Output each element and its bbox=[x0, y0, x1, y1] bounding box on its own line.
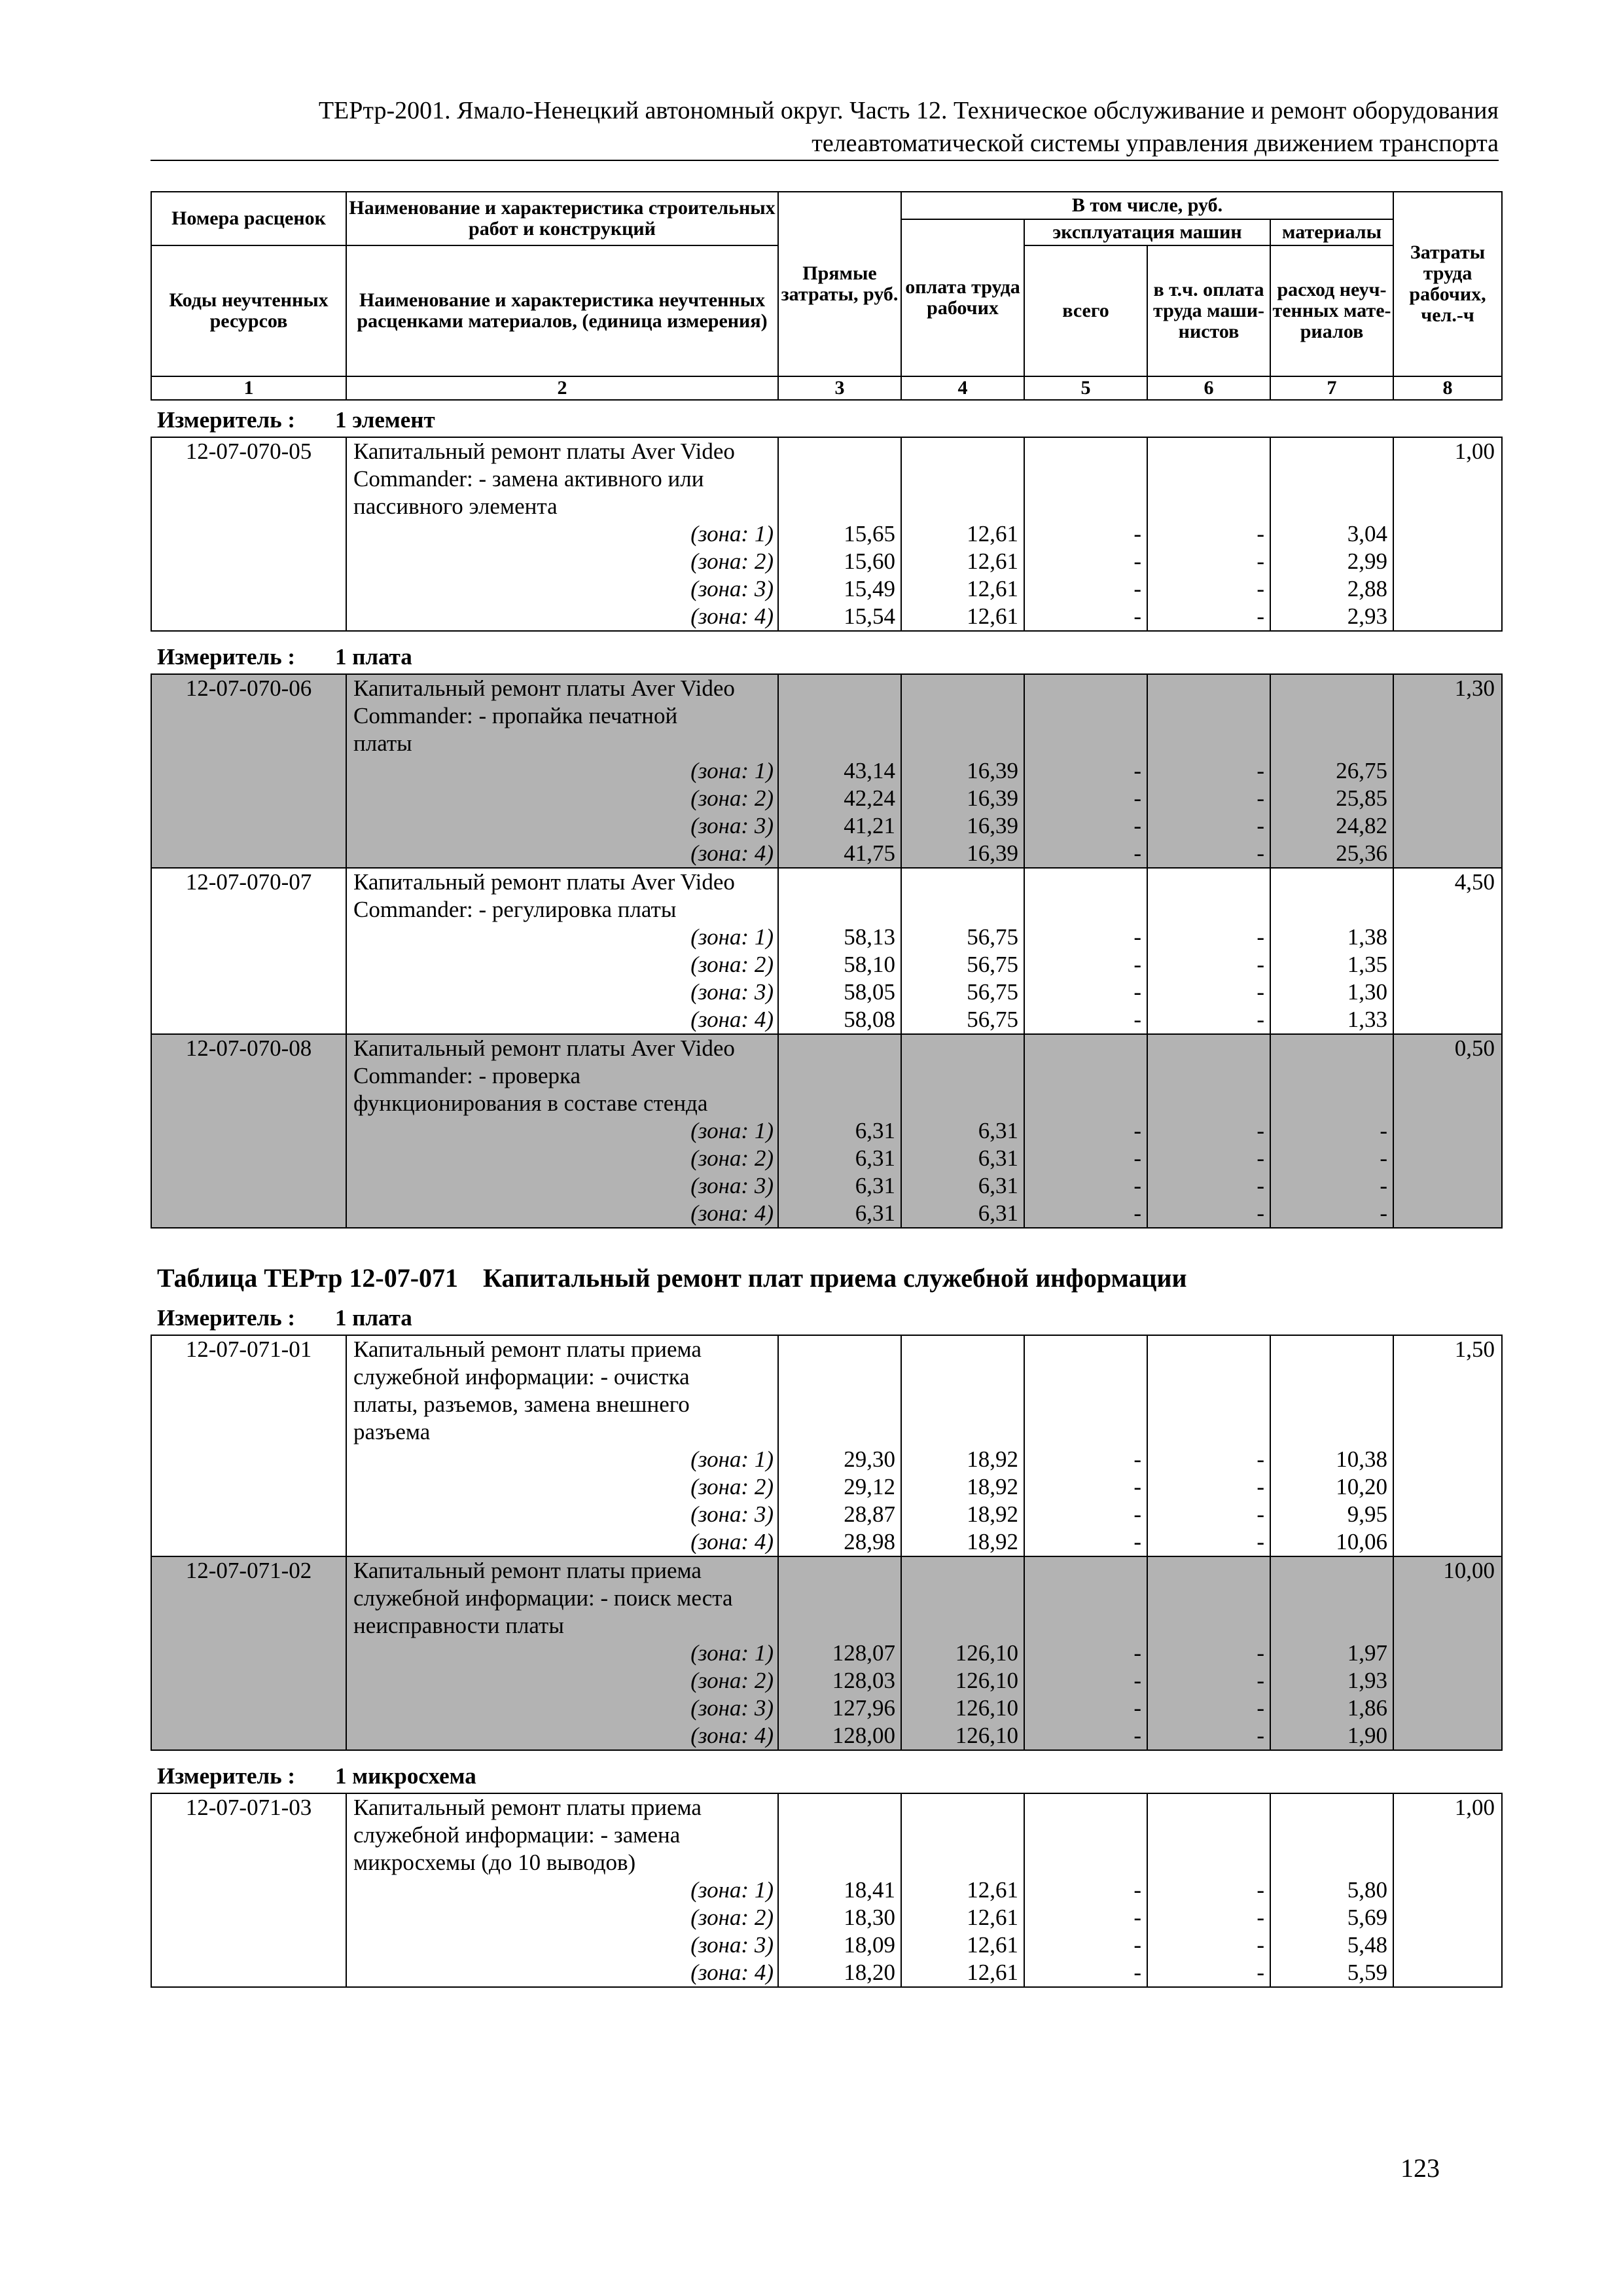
value: 1,93 bbox=[1347, 1668, 1387, 1693]
value: - bbox=[1257, 952, 1264, 977]
measure-line bbox=[157, 644, 412, 670]
value: 18,41 bbox=[844, 1877, 895, 1903]
worker-pay-cell bbox=[901, 1335, 1024, 1556]
measure-line bbox=[157, 1763, 476, 1789]
materials-cell bbox=[1270, 1556, 1393, 1750]
rate-row bbox=[151, 1556, 1502, 1750]
zone-label: (зона: 2) bbox=[690, 1668, 774, 1693]
machine-total-cell bbox=[1024, 868, 1147, 1034]
labor-cost-cell: 1,30 bbox=[1393, 674, 1502, 868]
value: 15,65 bbox=[844, 521, 895, 547]
direct-cost-cell bbox=[778, 1793, 901, 1987]
zone-label: (зона: 2) bbox=[690, 548, 774, 574]
value: - bbox=[1133, 1007, 1141, 1032]
zone-label: (зона: 4) bbox=[690, 1529, 774, 1554]
value: 15,54 bbox=[844, 603, 895, 629]
zone-label: (зона: 4) bbox=[690, 603, 774, 629]
labor-cost-cell: 4,50 bbox=[1393, 868, 1502, 1034]
measure-label: Измеритель : bbox=[157, 1763, 296, 1789]
description-line: Капитальный ремонт платы Aver Video bbox=[353, 869, 735, 895]
description-line: микросхемы (до 10 выводов) bbox=[353, 1850, 636, 1875]
value: - bbox=[1133, 813, 1141, 838]
value: 5,69 bbox=[1347, 1905, 1387, 1930]
value: - bbox=[1133, 758, 1141, 783]
rate-code: 12-07-071-03 bbox=[151, 1793, 346, 1987]
zone-label: (зона: 3) bbox=[690, 979, 774, 1005]
value: - bbox=[1257, 1501, 1264, 1527]
value: - bbox=[1257, 521, 1264, 547]
measure-label: Измеритель : bbox=[157, 407, 296, 433]
zone-label: (зона: 1) bbox=[690, 521, 774, 547]
value: - bbox=[1257, 924, 1264, 950]
value: 6,31 bbox=[855, 1200, 895, 1226]
header-machine-operation: эксплуатация машин bbox=[1024, 219, 1270, 245]
column-number: 1 bbox=[151, 376, 346, 400]
value: - bbox=[1257, 576, 1264, 601]
value: - bbox=[1133, 1960, 1141, 1985]
value: - bbox=[1257, 1668, 1264, 1693]
machinist-pay-cell bbox=[1147, 1556, 1270, 1750]
worker-pay-cell bbox=[901, 674, 1024, 868]
header-worker-pay: оплата труда рабочих bbox=[901, 219, 1024, 376]
zone-label: (зона: 2) bbox=[690, 1474, 774, 1499]
rates-table bbox=[151, 1335, 1503, 1751]
materials-cell bbox=[1270, 868, 1393, 1034]
zone-label: (зона: 4) bbox=[690, 840, 774, 866]
labor-cost-cell: 1,00 bbox=[1393, 1793, 1502, 1987]
value: - bbox=[1133, 1145, 1141, 1171]
value: 42,24 bbox=[844, 785, 895, 811]
rate-description bbox=[346, 868, 778, 1034]
materials-cell bbox=[1270, 1034, 1393, 1228]
value: - bbox=[1257, 1932, 1264, 1958]
value: 2,93 bbox=[1347, 603, 1387, 629]
labor-cost-cell: 1,50 bbox=[1393, 1335, 1502, 1556]
value: 12,61 bbox=[967, 1960, 1018, 1985]
description-line: платы, разъемов, замена внешнего bbox=[353, 1391, 690, 1417]
materials-cell bbox=[1270, 1335, 1393, 1556]
materials-cell bbox=[1270, 674, 1393, 868]
value: 6,31 bbox=[978, 1118, 1018, 1143]
description-line: Капитальный ремонт платы приема bbox=[353, 1558, 702, 1583]
description-line: функционирования в составе стенда bbox=[353, 1090, 708, 1116]
value: 1,30 bbox=[1347, 979, 1387, 1005]
machinist-pay-cell bbox=[1147, 1335, 1270, 1556]
value: 28,98 bbox=[844, 1529, 895, 1554]
value: 126,10 bbox=[955, 1640, 1018, 1666]
description-line: платы bbox=[353, 730, 412, 756]
description-line: Капитальный ремонт платы Aver Video bbox=[353, 1035, 735, 1061]
value: 10,06 bbox=[1336, 1529, 1387, 1554]
rates-table bbox=[151, 673, 1503, 1229]
worker-pay-cell bbox=[901, 1556, 1024, 1750]
rate-code: 12-07-070-07 bbox=[151, 868, 346, 1034]
value: 6,31 bbox=[855, 1173, 895, 1198]
value: 18,92 bbox=[967, 1446, 1018, 1472]
value: - bbox=[1133, 952, 1141, 977]
value: 128,00 bbox=[832, 1723, 895, 1748]
worker-pay-cell bbox=[901, 868, 1024, 1034]
header-rate-numbers: Номера расценок bbox=[151, 192, 346, 245]
value: 12,61 bbox=[967, 548, 1018, 574]
rate-description bbox=[346, 1034, 778, 1228]
value: - bbox=[1257, 1877, 1264, 1903]
header-work-name: Наименование и характеристика строительных работ и конструкций bbox=[346, 192, 778, 245]
value: 12,61 bbox=[967, 603, 1018, 629]
worker-pay-cell bbox=[901, 1793, 1024, 1987]
machine-total-cell bbox=[1024, 1335, 1147, 1556]
labor-cost-cell: 1,00 bbox=[1393, 437, 1502, 631]
direct-cost-cell bbox=[778, 1335, 901, 1556]
value: - bbox=[1257, 840, 1264, 866]
table-title-code: Таблица ТЕРтр 12-07-071 bbox=[157, 1263, 459, 1293]
value: 16,39 bbox=[967, 785, 1018, 811]
description-line: неисправности платы bbox=[353, 1613, 564, 1638]
measure-label: Измеритель : bbox=[157, 1305, 296, 1331]
rate-row bbox=[151, 674, 1502, 868]
machinist-pay-cell bbox=[1147, 1793, 1270, 1987]
rate-row bbox=[151, 1034, 1502, 1228]
machine-total-cell bbox=[1024, 1793, 1147, 1987]
rate-description bbox=[346, 437, 778, 631]
value: - bbox=[1133, 548, 1141, 574]
value: - bbox=[1257, 1118, 1264, 1143]
value: - bbox=[1133, 603, 1141, 629]
value: - bbox=[1133, 1877, 1141, 1903]
value: 1,97 bbox=[1347, 1640, 1387, 1666]
value: 1,90 bbox=[1347, 1723, 1387, 1748]
rate-code: 12-07-071-01 bbox=[151, 1335, 346, 1556]
machinist-pay-cell bbox=[1147, 437, 1270, 631]
column-header-table bbox=[151, 191, 1503, 401]
value: - bbox=[1257, 1723, 1264, 1748]
zone-label: (зона: 3) bbox=[690, 813, 774, 838]
value: - bbox=[1257, 1474, 1264, 1499]
rate-row bbox=[151, 1793, 1502, 1987]
zone-label: (зона: 1) bbox=[690, 1640, 774, 1666]
direct-cost-cell bbox=[778, 1556, 901, 1750]
value: 3,04 bbox=[1347, 521, 1387, 547]
measure-line bbox=[157, 1305, 412, 1331]
value: 56,75 bbox=[967, 1007, 1018, 1032]
zone-label: (зона: 3) bbox=[690, 1501, 774, 1527]
direct-cost-cell bbox=[778, 437, 901, 631]
value: 41,75 bbox=[844, 840, 895, 866]
measure-label: Измеритель : bbox=[157, 644, 296, 670]
column-number: 5 bbox=[1024, 376, 1147, 400]
value: - bbox=[1133, 1640, 1141, 1666]
value: 18,09 bbox=[844, 1932, 895, 1958]
measure-unit: 1 элемент bbox=[335, 407, 435, 433]
zone-label: (зона: 2) bbox=[690, 1145, 774, 1171]
measure-unit: 1 микросхема bbox=[335, 1763, 476, 1789]
measure-unit: 1 плата bbox=[335, 1305, 412, 1331]
materials-cell bbox=[1270, 1793, 1393, 1987]
value: - bbox=[1133, 1668, 1141, 1693]
value: 6,31 bbox=[978, 1200, 1018, 1226]
value: - bbox=[1133, 1118, 1141, 1143]
rate-code: 12-07-070-05 bbox=[151, 437, 346, 631]
zone-label: (зона: 1) bbox=[690, 1118, 774, 1143]
column-number: 3 bbox=[778, 376, 901, 400]
direct-cost-cell bbox=[778, 1034, 901, 1228]
zone-label: (зона: 1) bbox=[690, 924, 774, 950]
value: - bbox=[1257, 1960, 1264, 1985]
value: - bbox=[1257, 1529, 1264, 1554]
description-line: Капитальный ремонт платы приема bbox=[353, 1336, 702, 1362]
value: - bbox=[1257, 1905, 1264, 1930]
value: 15,49 bbox=[844, 576, 895, 601]
description-line: разъема bbox=[353, 1419, 431, 1444]
labor-cost-cell: 10,00 bbox=[1393, 1556, 1502, 1750]
value: 10,20 bbox=[1336, 1474, 1387, 1499]
value: 10,38 bbox=[1336, 1446, 1387, 1472]
value: 6,31 bbox=[978, 1173, 1018, 1198]
value: - bbox=[1257, 603, 1264, 629]
description-line: Commander: - пропайка печатной bbox=[353, 703, 678, 728]
value: 6,31 bbox=[978, 1145, 1018, 1171]
value: - bbox=[1133, 840, 1141, 866]
rate-description bbox=[346, 1556, 778, 1750]
measure-line bbox=[157, 407, 435, 433]
value: - bbox=[1133, 924, 1141, 950]
value: 18,92 bbox=[967, 1474, 1018, 1499]
value: - bbox=[1380, 1173, 1387, 1198]
value: 128,03 bbox=[832, 1668, 895, 1693]
value: 128,07 bbox=[832, 1640, 895, 1666]
value: 58,13 bbox=[844, 924, 895, 950]
table-title-name: Капитальный ремонт плат приема служебной информации bbox=[483, 1263, 1187, 1293]
value: 9,95 bbox=[1347, 1501, 1387, 1527]
value: - bbox=[1257, 1446, 1264, 1472]
value: - bbox=[1133, 1932, 1141, 1958]
value: 43,14 bbox=[844, 758, 895, 783]
zone-label: (зона: 2) bbox=[690, 952, 774, 977]
value: - bbox=[1257, 1200, 1264, 1226]
header-including: В том числе, руб. bbox=[901, 192, 1393, 219]
zone-label: (зона: 3) bbox=[690, 1932, 774, 1958]
materials-cell bbox=[1270, 437, 1393, 631]
rate-description bbox=[346, 1793, 778, 1987]
column-number: 8 bbox=[1393, 376, 1502, 400]
header-material-name: Наименование и характеристика неучтенных расценками материалов, (единица измерения) bbox=[346, 245, 778, 376]
machinist-pay-cell bbox=[1147, 868, 1270, 1034]
value: 58,05 bbox=[844, 979, 895, 1005]
column-number: 2 bbox=[346, 376, 778, 400]
value: - bbox=[1133, 785, 1141, 811]
value: - bbox=[1257, 1145, 1264, 1171]
description-line: служебной информации: - очистка bbox=[353, 1364, 690, 1390]
direct-cost-cell bbox=[778, 868, 901, 1034]
description-line: служебной информации: - поиск места bbox=[353, 1585, 733, 1611]
value: - bbox=[1257, 548, 1264, 574]
rate-code: 12-07-070-08 bbox=[151, 1034, 346, 1228]
value: - bbox=[1257, 813, 1264, 838]
value: 26,75 bbox=[1336, 758, 1387, 783]
value: - bbox=[1380, 1118, 1387, 1143]
rate-code: 12-07-071-02 bbox=[151, 1556, 346, 1750]
value: - bbox=[1133, 979, 1141, 1005]
value: - bbox=[1133, 1474, 1141, 1499]
value: - bbox=[1380, 1200, 1387, 1226]
zone-label: (зона: 4) bbox=[690, 1007, 774, 1032]
value: 1,86 bbox=[1347, 1695, 1387, 1721]
column-number: 6 bbox=[1147, 376, 1270, 400]
value: 25,85 bbox=[1336, 785, 1387, 811]
value: 18,92 bbox=[967, 1501, 1018, 1527]
rate-row bbox=[151, 1335, 1502, 1556]
value: 126,10 bbox=[955, 1695, 1018, 1721]
value: 5,48 bbox=[1347, 1932, 1387, 1958]
value: - bbox=[1257, 785, 1264, 811]
zone-label: (зона: 1) bbox=[690, 758, 774, 783]
value: - bbox=[1257, 1640, 1264, 1666]
zone-label: (зона: 4) bbox=[690, 1723, 774, 1748]
value: 5,80 bbox=[1347, 1877, 1387, 1903]
value: - bbox=[1133, 1529, 1141, 1554]
header-machinist-pay: в т.ч. оплата труда маши- нистов bbox=[1147, 245, 1270, 376]
zone-label: (зона: 3) bbox=[690, 1695, 774, 1721]
rate-description bbox=[346, 1335, 778, 1556]
zone-label: (зона: 3) bbox=[690, 1173, 774, 1198]
value: - bbox=[1133, 1446, 1141, 1472]
value: 24,82 bbox=[1336, 813, 1387, 838]
labor-cost-cell: 0,50 bbox=[1393, 1034, 1502, 1228]
value: - bbox=[1257, 1007, 1264, 1032]
value: 58,10 bbox=[844, 952, 895, 977]
description-line: Commander: - регулировка платы bbox=[353, 897, 677, 922]
header-resource-codes: Коды неучтенных ресурсов bbox=[151, 245, 346, 376]
value: - bbox=[1133, 521, 1141, 547]
rate-code: 12-07-070-06 bbox=[151, 674, 346, 868]
value: 12,61 bbox=[967, 576, 1018, 601]
value: 6,31 bbox=[855, 1145, 895, 1171]
zone-label: (зона: 1) bbox=[690, 1446, 774, 1472]
header-rule bbox=[151, 160, 1499, 161]
value: 25,36 bbox=[1336, 840, 1387, 866]
value: - bbox=[1257, 1695, 1264, 1721]
zone-label: (зона: 2) bbox=[690, 1905, 774, 1930]
rate-row bbox=[151, 437, 1502, 631]
table-title bbox=[157, 1263, 1187, 1293]
value: - bbox=[1133, 1723, 1141, 1748]
header-direct-costs: Прямые затраты, руб. bbox=[778, 192, 901, 376]
worker-pay-cell bbox=[901, 1034, 1024, 1228]
zone-label: (зона: 1) bbox=[690, 1877, 774, 1903]
zone-label: (зона: 2) bbox=[690, 785, 774, 811]
value: 15,60 bbox=[844, 548, 895, 574]
measure-unit: 1 плата bbox=[335, 644, 412, 670]
value: 56,75 bbox=[967, 952, 1018, 977]
zone-label: (зона: 4) bbox=[690, 1960, 774, 1985]
value: - bbox=[1380, 1145, 1387, 1171]
value: - bbox=[1257, 1173, 1264, 1198]
zone-label: (зона: 4) bbox=[690, 1200, 774, 1226]
header-labor-costs: Затраты труда рабочих, чел.-ч bbox=[1393, 192, 1502, 376]
value: 5,59 bbox=[1347, 1960, 1387, 1985]
value: 56,75 bbox=[967, 979, 1018, 1005]
value: 18,20 bbox=[844, 1960, 895, 1985]
value: 58,08 bbox=[844, 1007, 895, 1032]
value: 16,39 bbox=[967, 758, 1018, 783]
value: 12,61 bbox=[967, 521, 1018, 547]
value: - bbox=[1133, 1905, 1141, 1930]
value: - bbox=[1133, 1200, 1141, 1226]
value: 1,38 bbox=[1347, 924, 1387, 950]
rates-table bbox=[151, 1793, 1503, 1988]
value: - bbox=[1133, 1695, 1141, 1721]
zone-label: (зона: 3) bbox=[690, 576, 774, 601]
value: 6,31 bbox=[855, 1118, 895, 1143]
value: - bbox=[1133, 1173, 1141, 1198]
value: - bbox=[1257, 758, 1264, 783]
value: 29,30 bbox=[844, 1446, 895, 1472]
value: 41,21 bbox=[844, 813, 895, 838]
value: 18,92 bbox=[967, 1529, 1018, 1554]
value: 1,35 bbox=[1347, 952, 1387, 977]
value: 127,96 bbox=[832, 1695, 895, 1721]
value: 1,33 bbox=[1347, 1007, 1387, 1032]
value: 56,75 bbox=[967, 924, 1018, 950]
header-material-consumption: расход неуч- тенных мате- риалов bbox=[1270, 245, 1393, 376]
description-line: Капитальный ремонт платы приема bbox=[353, 1795, 702, 1820]
page-number: 123 bbox=[1400, 2153, 1440, 2183]
value: 12,61 bbox=[967, 1877, 1018, 1903]
value: - bbox=[1133, 576, 1141, 601]
value: 126,10 bbox=[955, 1723, 1018, 1748]
machine-total-cell bbox=[1024, 1556, 1147, 1750]
machinist-pay-cell bbox=[1147, 674, 1270, 868]
description-line: Commander: - проверка bbox=[353, 1063, 580, 1088]
description-line: Commander: - замена активного или bbox=[353, 466, 704, 492]
direct-cost-cell bbox=[778, 674, 901, 868]
header-total: всего bbox=[1024, 245, 1147, 376]
worker-pay-cell bbox=[901, 437, 1024, 631]
value: 126,10 bbox=[955, 1668, 1018, 1693]
rate-description bbox=[346, 674, 778, 868]
rate-row bbox=[151, 868, 1502, 1034]
running-header-line2: телеавтоматической системы управления движением транспорта bbox=[812, 130, 1499, 157]
machine-total-cell bbox=[1024, 674, 1147, 868]
machinist-pay-cell bbox=[1147, 1034, 1270, 1228]
value: 16,39 bbox=[967, 813, 1018, 838]
value: - bbox=[1133, 1501, 1141, 1527]
value: - bbox=[1257, 979, 1264, 1005]
value: 2,88 bbox=[1347, 576, 1387, 601]
value: 12,61 bbox=[967, 1932, 1018, 1958]
header-materials: материалы bbox=[1270, 219, 1393, 245]
value: 2,99 bbox=[1347, 548, 1387, 574]
value: 12,61 bbox=[967, 1905, 1018, 1930]
description-line: пассивного элемента bbox=[353, 493, 558, 519]
rates-table bbox=[151, 437, 1503, 632]
value: 18,30 bbox=[844, 1905, 895, 1930]
value: 16,39 bbox=[967, 840, 1018, 866]
column-number: 4 bbox=[901, 376, 1024, 400]
description-line: служебной информации: - замена bbox=[353, 1822, 681, 1848]
column-number: 7 bbox=[1270, 376, 1393, 400]
machine-total-cell bbox=[1024, 1034, 1147, 1228]
description-line: Капитальный ремонт платы Aver Video bbox=[353, 675, 735, 701]
machine-total-cell bbox=[1024, 437, 1147, 631]
running-header-line1: ТЕРтр-2001. Ямало-Ненецкий автономный округ. Часть 12. Техническое обслуживание и ремонт оборудования bbox=[318, 97, 1499, 124]
value: 29,12 bbox=[844, 1474, 895, 1499]
description-line: Капитальный ремонт платы Aver Video bbox=[353, 439, 735, 464]
value: 28,87 bbox=[844, 1501, 895, 1527]
